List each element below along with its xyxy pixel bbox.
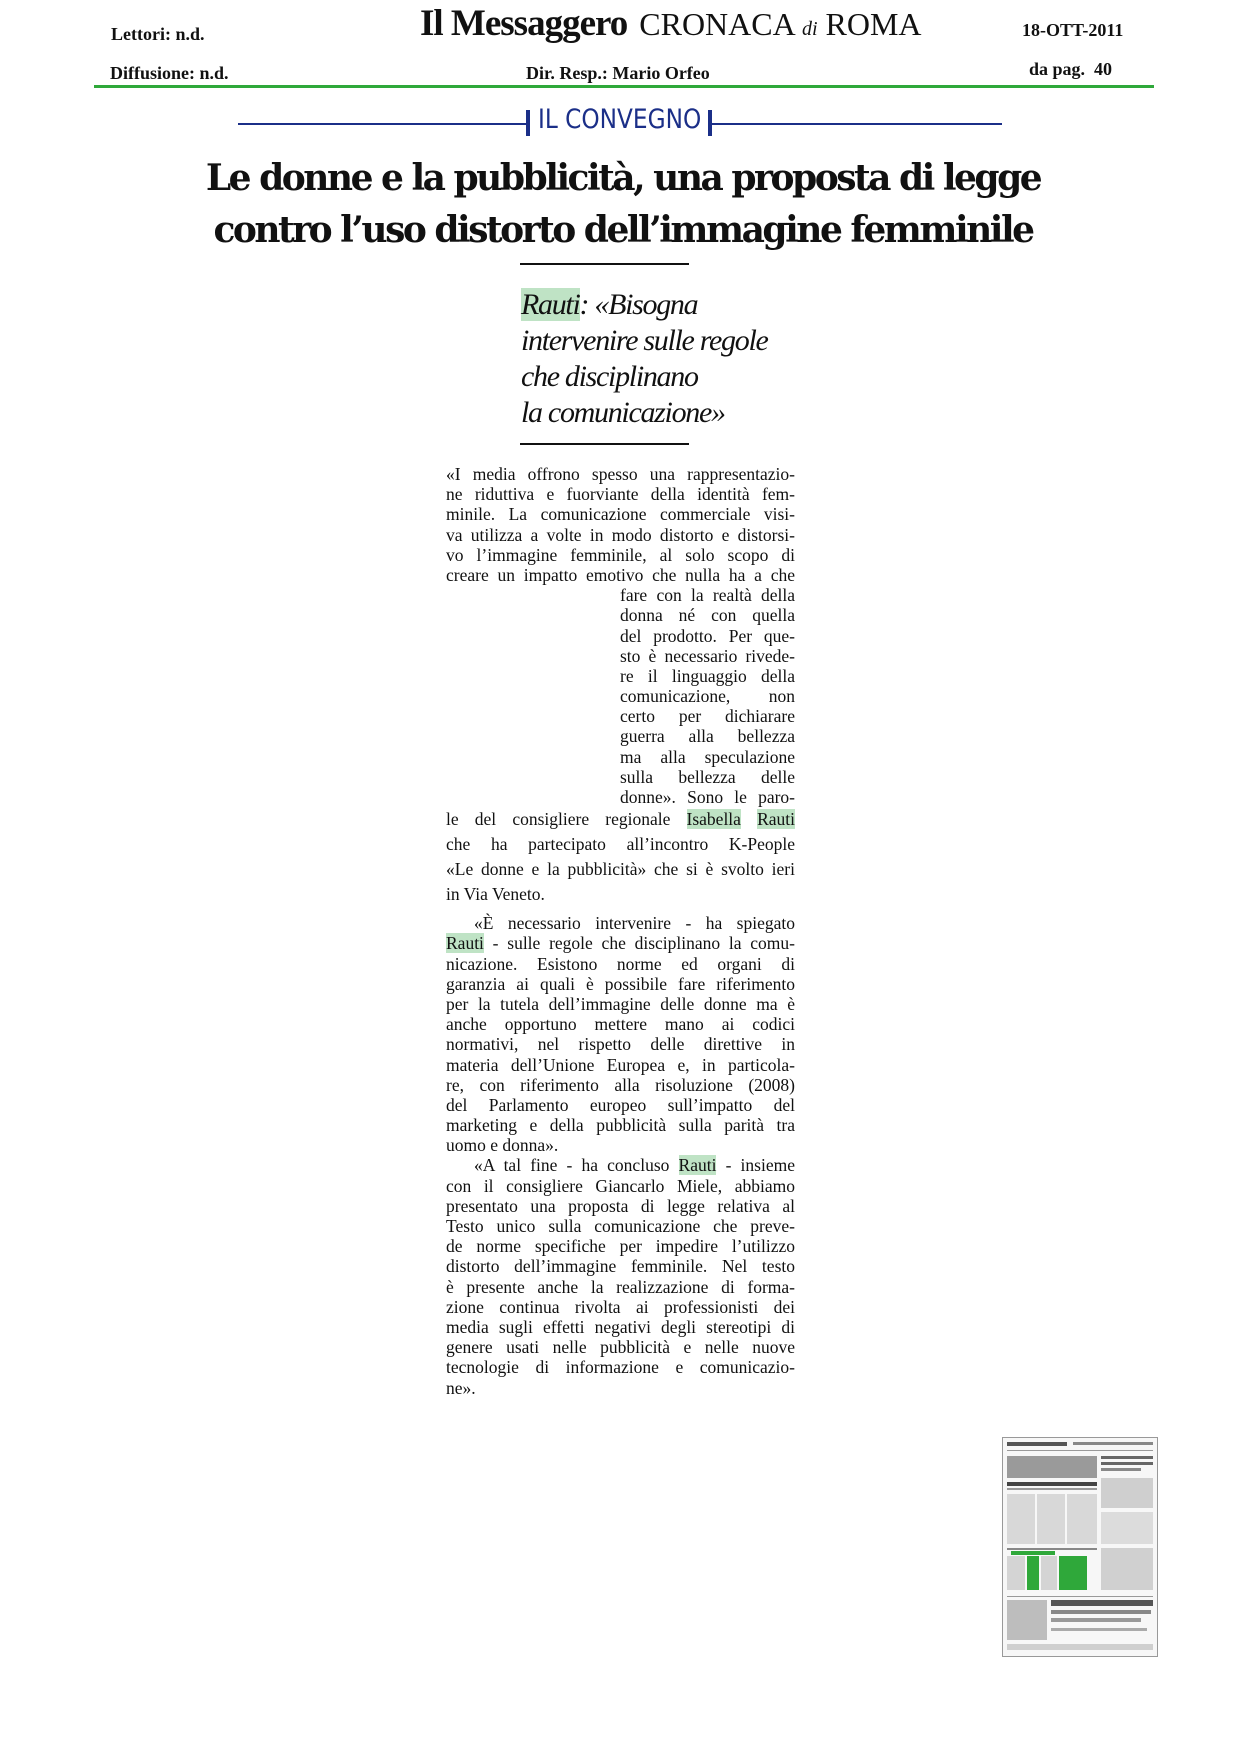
body-line: le del consigliere regionale Isabella Rauti <box>446 809 796 830</box>
body-line: ne». <box>446 1377 476 1398</box>
body-line: Rauti - sulle regole che disciplinano la comu- <box>446 933 795 954</box>
kicker-bar-left <box>526 110 530 136</box>
body-line: zione continua rivolta ai professionisti dei <box>446 1296 795 1317</box>
body-line: del prodotto. Per que- <box>620 625 795 646</box>
subhead-rule-top <box>520 263 689 265</box>
subhead-rule-bottom <box>520 443 689 445</box>
headline <box>160 152 1086 256</box>
masthead-logo: Il Messaggero <box>420 3 628 44</box>
highlighted-name: Isabella <box>686 809 741 830</box>
body-line: re, con riferimento alla risoluzione (2008) <box>446 1074 795 1095</box>
body-line: del Parlamento europeo sull’impatto del <box>446 1094 795 1115</box>
body-line: guerra alla bellezza <box>620 726 795 747</box>
lettori-label: Lettori: n.d. <box>111 24 205 44</box>
kicker: IL CONVEGNO <box>538 104 702 135</box>
kicker-rule-left <box>238 123 526 125</box>
body-line: «A tal fine - ha concluso Rauti - insieme <box>474 1155 795 1176</box>
body-line: garanzia ai quali è possibile fare riferimento <box>446 973 795 994</box>
headline-line: Le donne e la pubblicità, una proposta di legge <box>205 157 1041 199</box>
body-line: de norme specifiche per impedire l’utilizzo <box>446 1236 795 1257</box>
body-line: nicazione. Esistono norme ed organi di <box>446 953 795 974</box>
subhead-line: la comunicazione» <box>521 396 725 429</box>
body-line: per la tutela dell’immagine delle donne ma è <box>446 993 795 1014</box>
body-line: con il consigliere Giancarlo Miele, abbiamo <box>446 1175 795 1196</box>
highlighted-name: Rauti <box>678 1155 717 1176</box>
masthead <box>420 2 922 45</box>
body-line: Testo unico sulla comunicazione che preve- <box>446 1216 795 1236</box>
body-line: normativi, nel rispetto delle direttive in <box>446 1034 795 1055</box>
body-line: fare con la realtà della <box>620 585 795 606</box>
body-line: tecnologie di informazione e comunicazio- <box>446 1357 795 1378</box>
subhead-line: intervenire sulle regole <box>521 324 768 357</box>
body-line: certo per dichiarare <box>620 706 795 727</box>
body-line: sto è necessario rivede- <box>620 645 795 666</box>
body-line: «Le donne e la pubblicità» che si è svolto ieri <box>446 859 795 880</box>
subhead-line: Rauti: «Bisogna <box>521 288 698 321</box>
body-line: vo l’immagine femminile, al solo scopo di <box>446 544 795 565</box>
body-line: distorto dell’immagine femminile. Nel testo <box>446 1256 795 1277</box>
body-line: sulla bellezza delle <box>620 766 795 787</box>
article-body <box>446 464 795 1398</box>
body-line: creare un impatto emotivo che nulla ha a che <box>446 564 795 585</box>
masthead-section <box>639 6 921 42</box>
body-line: presentato una proposta di legge relativa al <box>446 1195 795 1216</box>
body-line: in Via Veneto. <box>446 884 545 905</box>
body-line: ne riduttiva e fuorviante della identità fem- <box>446 484 795 505</box>
body-line: «I media offrono spesso una rappresentazio- <box>446 464 795 484</box>
page-number: 40 <box>1094 59 1113 79</box>
headline-line: contro l’uso distorto dell’immagine femminile <box>213 209 1033 251</box>
kicker-rule-right <box>712 123 1002 125</box>
body-line: donna né con quella <box>620 605 795 626</box>
highlighted-name: Rauti <box>521 288 580 321</box>
highlighted-name: Rauti <box>757 809 796 830</box>
masthead-city: ROMA <box>825 6 922 42</box>
masthead-di: di <box>801 18 818 40</box>
page-label: da pag. <box>1029 59 1086 79</box>
body-line: media sugli effetti negativi degli stereotipi di <box>446 1316 795 1337</box>
highlighted-name: Rauti <box>446 933 484 954</box>
body-line: minile. La comunicazione commerciale visi- <box>446 504 795 525</box>
subhead-line: che disciplinano <box>521 360 698 393</box>
diffusione-label: Diffusione: n.d. <box>110 63 229 83</box>
body-line: uomo e donna». <box>446 1135 559 1156</box>
body-line: donne». Sono le paro- <box>620 787 795 807</box>
header-rule <box>94 85 1154 88</box>
body-line: materia dell’Unione Europea e, in particola- <box>446 1054 795 1075</box>
body-line: marketing e della pubblicità sulla parità tra <box>446 1115 795 1136</box>
body-line: re il linguaggio della <box>620 665 795 686</box>
body-line: «È necessario intervenire - ha spiegato <box>474 913 795 934</box>
date-label: 18-OTT-2011 <box>1022 20 1124 40</box>
body-line: che ha partecipato all’incontro K-People <box>446 834 795 855</box>
body-line: anche opportuno mettere mano ai codici <box>446 1014 795 1035</box>
subhead <box>521 287 768 431</box>
body-line: va utilizza a volte in modo distorto e distorsi- <box>446 524 795 545</box>
masthead-section-name: CRONACA <box>639 6 794 42</box>
director-label: Dir. Resp.: Mario Orfeo <box>526 63 710 83</box>
body-line: genere usati nelle pubblicità e nelle nuove <box>446 1337 795 1358</box>
body-line: ma alla speculazione <box>620 746 795 767</box>
page-thumbnail-graphic <box>1003 1438 1157 1656</box>
page-thumbnail <box>1002 1437 1158 1657</box>
body-line: comunicazione, non <box>620 686 795 707</box>
page-ref <box>1029 59 1112 80</box>
body-line: è presente anche la realizzazione di forma- <box>446 1276 795 1297</box>
